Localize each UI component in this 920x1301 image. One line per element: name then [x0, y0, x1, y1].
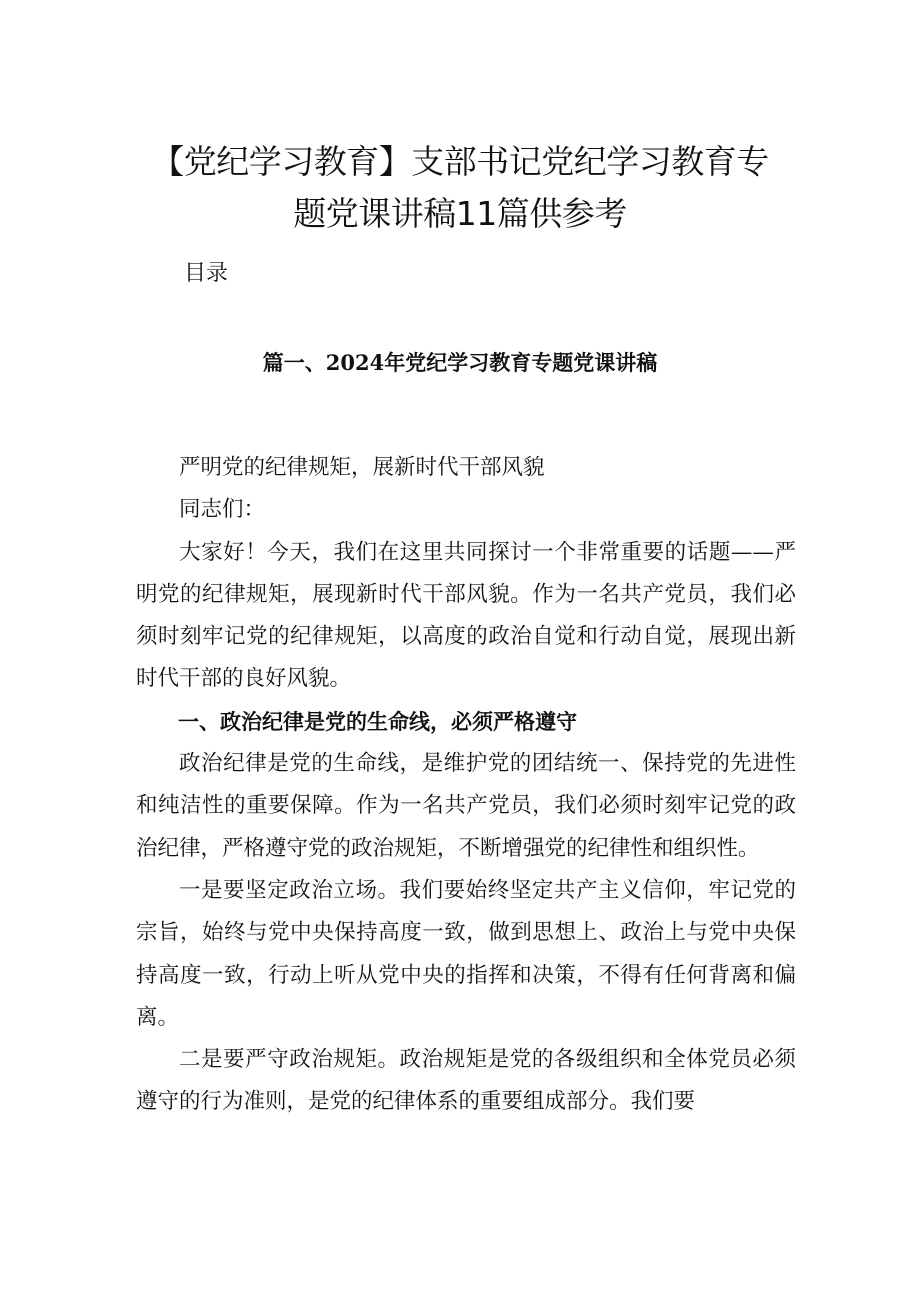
body-paragraph: 大家好！今天，我们在这里共同探讨一个非常重要的话题——严明党的纪律规矩，展现新时代干部风貌。作为一名共产党员，我们必须时刻牢记党的纪律规矩，以高度的政治自觉和行动自觉，展现出新时代干部的良好风貌。: [136, 539, 796, 692]
section-title: 篇一、2024年党纪学习教育专题党课讲稿: [262, 350, 658, 375]
title-line-1: 【党纪学习教育】支部书记党纪学习教育专: [151, 142, 769, 181]
body-paragraph: 二是要严守政治规矩。政治规矩是党的各级组织和全体党员必须遵守的行为准则，是党的纪律体系的重要组成部分。我们要: [136, 1047, 796, 1115]
salutation: 同志们：: [179, 497, 266, 523]
toc-label: 目录: [184, 261, 229, 286]
title-line-2: 题党课讲稿11篇供参考: [293, 194, 627, 233]
section-heading: 一、政治纪律是党的生命线，必须严格遵守: [178, 709, 577, 734]
document-body: [136, 447, 796, 1124]
body-paragraph: 政治纪律是党的生命线，是维护党的团结统一、保持党的先进性和纯洁性的重要保障。作为一名共产党员，我们必须时刻牢记党的政治纪律，严格遵守党的政治规矩，不断增强党的纪律性和组织性。: [136, 751, 796, 861]
document-title: [120, 136, 800, 240]
speech-subtitle: 严明党的纪律规矩，展新时代干部风貌: [179, 455, 545, 480]
body-paragraph: 一是要坚定政治立场。我们要始终坚定共产主义信仰，牢记党的宗旨，始终与党中央保持高度一致，做到思想上、政治上与党中央保持高度一致，行动上听从党中央的指挥和决策，不得有任何背离和偏离。: [136, 877, 796, 1030]
